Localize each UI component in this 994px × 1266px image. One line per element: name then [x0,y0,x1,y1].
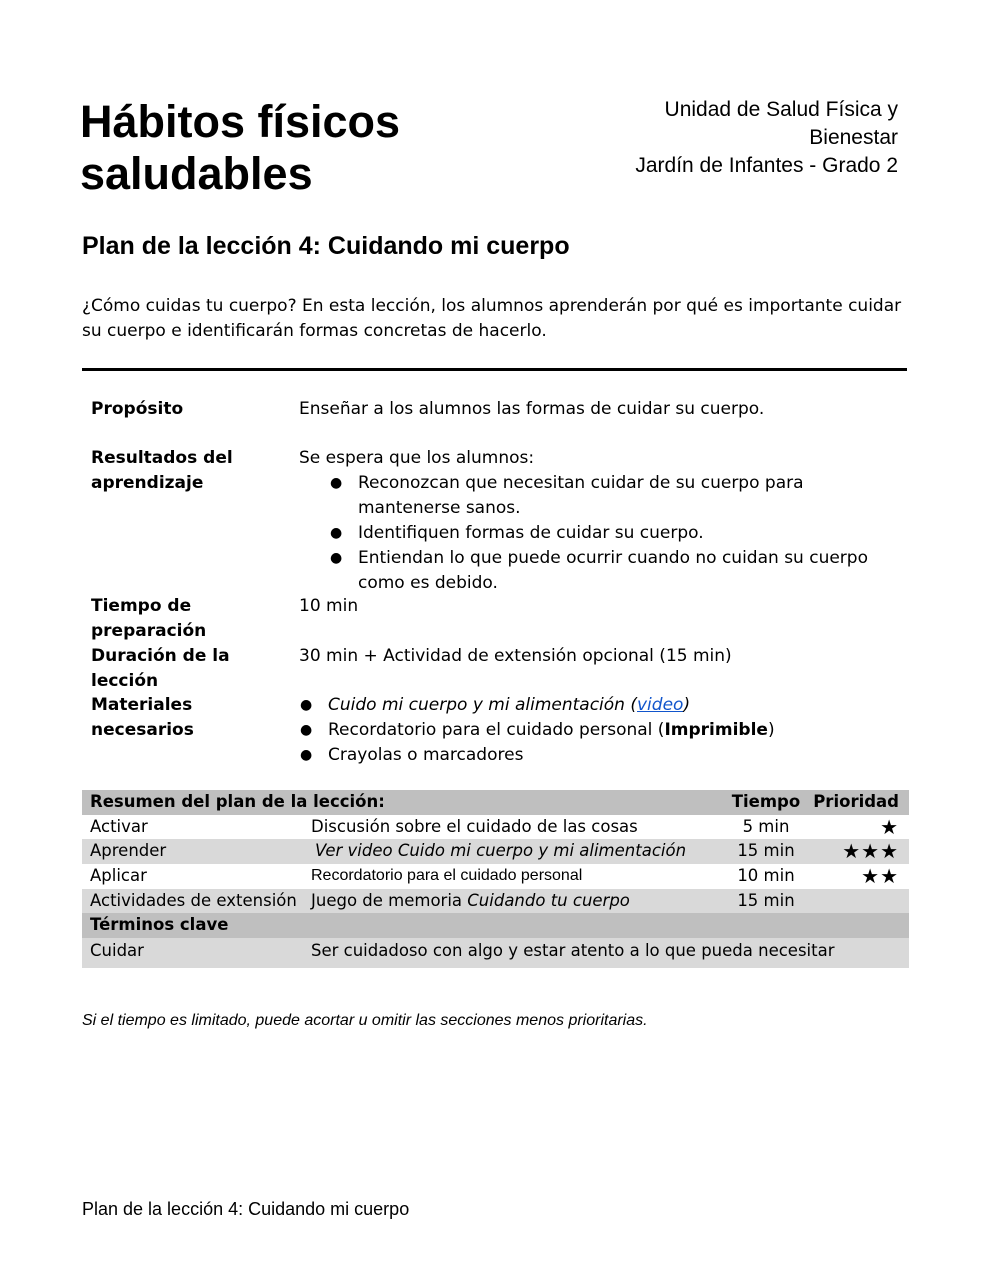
priority-header: Prioridad [813,792,899,811]
material-printable: Recordatorio para el cuidado personal ( [328,720,665,740]
video-link[interactable]: video [637,695,684,715]
prep-time-value: 10 min [299,596,359,616]
unit-info [568,96,898,180]
activity-cell [311,889,630,914]
key-terms-header-row [82,913,909,938]
unit-name-line1: Unidad de Salud Física y [664,98,898,121]
outcomes-label: Resultados del aprendizaje [91,448,233,493]
table-row [82,938,909,968]
printable-label: Imprimible [664,720,768,740]
time-note: Si el tiempo es limitado, puede acortar u omitir las secciones menos prioritarias. [82,1012,648,1029]
page-title: Hábitos físicos saludables [80,96,401,199]
outcomes-list [358,471,898,596]
key-terms-header: Términos clave [90,915,229,935]
table-row [82,839,909,864]
list-item [328,693,888,718]
table-header-row [82,790,909,815]
time-cell: 10 min [737,866,795,886]
summary-header: Resumen del plan de la lección: [90,792,385,811]
prep-time-label: Tiempo de preparación [91,596,207,641]
intro-paragraph: ¿Cómo cuidas tu cuerpo? En esta lección, los alumnos aprenderán por qué es importante cuidar su cuerpo e identificarán formas concretas de hacerlo. [82,296,902,341]
stage-cell: Aprender [90,841,167,861]
term-cell: Cuidar [90,941,144,961]
list-item: ● Identifiquen formas de cuidar su cuerpo. [358,521,898,546]
list-item: ● Entiendan lo que puede ocurrir cuando no cuidan su cuerpo como es debido. [358,546,898,596]
materials-label: Materiales necesarios [91,695,194,740]
lesson-summary-table [82,790,909,968]
list-item: ● Crayolas o marcadores [328,743,888,768]
time-cell: 5 min [742,816,790,836]
duration-label: Duración de la lección [91,646,230,691]
activity-cell: Discusión sobre el cuidado de las cosas [311,816,638,836]
purpose-label: Propósito [91,399,184,419]
stage-cell: Actividades de extensión [90,890,297,910]
paren: ) [767,720,775,740]
activity-italic: Cuidando tu cuerpo [467,890,630,910]
page-footer: Plan de la lección 4: Cuidando mi cuerpo [82,1199,410,1219]
stage-cell: Aplicar [90,866,147,886]
priority-stars: ★★★ [842,839,899,864]
unit-name-line2: Bienestar [809,126,898,149]
time-header: Tiempo [731,792,801,811]
duration-value: 30 min + Actividad de extensión opcional (15 min) [299,646,732,666]
definition-cell: Ser cuidadoso con algo y estar atento a lo que pueda necesitar [311,941,835,961]
purpose-value: Enseñar a los alumnos las formas de cuidar su cuerpo. [299,399,765,419]
table-row [82,815,909,840]
stage-cell: Activar [90,816,148,836]
activity-text: Juego de memoria [311,890,468,910]
outcomes-intro: Se espera que los alumnos: [299,448,535,468]
time-cell: 15 min [737,890,795,910]
paren: ) [683,695,691,715]
activity-cell: Ver video Cuido mi cuerpo y mi alimentación [315,841,687,861]
table-row [82,864,909,889]
list-item [328,718,888,743]
lesson-heading: Plan de la lección 4: Cuidando mi cuerpo [82,232,570,260]
activity-cell: Recordatorio para el cuidado personal [311,867,583,885]
materials-list [328,693,888,768]
list-item: ● Reconozcan que necesitan cuidar de su cuerpo para mantenerse sanos. [358,471,898,521]
priority-stars: ★★ [861,864,899,889]
priority-stars: ★ [880,814,899,839]
table-row [82,889,909,914]
time-cell: 15 min [737,841,795,861]
material-video-title: Cuido mi cuerpo y mi alimentación ( [328,695,637,715]
section-divider [82,368,907,371]
grade-label: Jardín de Infantes - Grado 2 [635,154,898,177]
